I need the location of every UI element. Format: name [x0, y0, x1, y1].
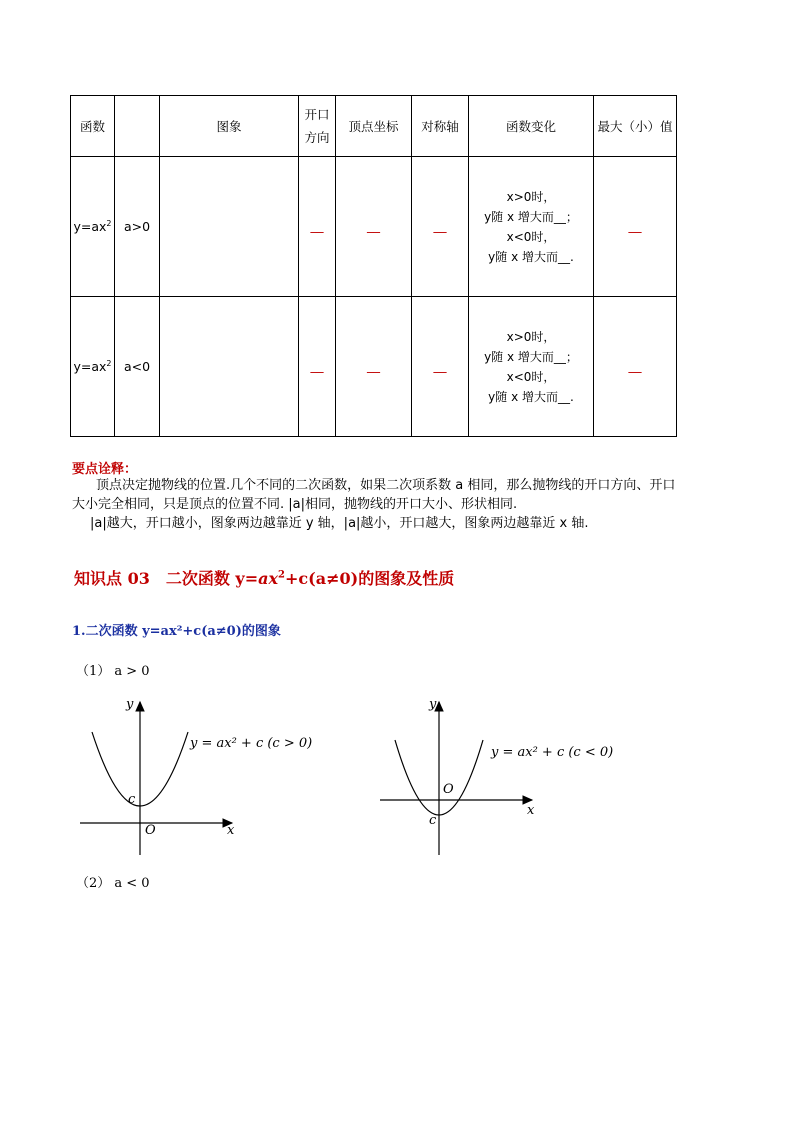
case-label-a-negative: （2） a < 0 — [76, 876, 150, 891]
notes-line-1: 顶点决定抛物线的位置.几个不同的二次函数，如果二次项系数 a 相同，那么抛物线的开口方向、开口 — [96, 478, 676, 493]
row2-vertex-blank: __ — [336, 297, 412, 437]
row1-change: x>0时， y随 x 增大而__； x<0时， y随 x 增大而__. — [469, 157, 594, 297]
c-label: c — [128, 792, 136, 807]
notes-line-2: 大小完全相同，只是顶点的位置不同. |a|相同，抛物线的开口大小、形状相同. — [72, 497, 518, 512]
header-vertex: 顶点坐标 — [336, 96, 412, 157]
row1-func: $y=ax^2$ — [71, 157, 115, 297]
header-extreme: 最大（小）值 — [594, 96, 677, 157]
row2-open-blank: __ — [299, 297, 336, 437]
row2-extreme-blank: __ — [594, 297, 677, 437]
row2-func: $y=ax^2$ — [71, 297, 115, 437]
formula-label: y = ax² + c (c > 0) — [190, 736, 313, 751]
row1-open-blank: __ — [299, 157, 336, 297]
y-axis-label: y — [126, 697, 134, 712]
properties-table — [70, 95, 677, 437]
row1-extreme-blank: __ — [594, 157, 677, 297]
header-func: 函数 — [71, 96, 115, 157]
section-title: 知识点 03 二次函数 $y=ax^2+c(a\ne 0)$的图象及性质 — [74, 569, 455, 588]
x-axis-label: x — [527, 803, 535, 818]
notes-line-3: |a|越大，开口越小，图象两边越靠近 y 轴，|a|越小，开口越大，图象两边越靠近 x 轴. — [90, 516, 589, 531]
graph-c-negative — [375, 690, 635, 860]
table-row — [71, 297, 677, 437]
table-header-row — [71, 96, 677, 157]
header-graph: 图象 — [160, 96, 299, 157]
header-blank — [115, 96, 160, 157]
table-row — [71, 157, 677, 297]
header-open-direction: 开口 方向 — [299, 96, 336, 157]
row1-cond: a>0 — [115, 157, 160, 297]
subsection-title: 1.二次函数 y=ax²+c(a≠0)的图象 — [72, 624, 281, 639]
row1-graph — [160, 157, 299, 297]
y-axis-label: y — [429, 697, 437, 712]
row2-change: x>0时， y随 x 增大而__； x<0时， y随 x 增大而__. — [469, 297, 594, 437]
graph-c-positive — [70, 690, 320, 860]
row2-cond: a<0 — [115, 297, 160, 437]
header-axis: 对称轴 — [412, 96, 469, 157]
x-axis-label: x — [227, 823, 235, 838]
header-change: 函数变化 — [469, 96, 594, 157]
formula-label: y = ax² + c (c < 0) — [491, 745, 614, 760]
case-label-a-positive: （1） a > 0 — [76, 664, 150, 679]
notes-heading: 要点诠释： — [72, 462, 138, 477]
origin-label: O — [145, 823, 156, 838]
row2-axis-blank: __ — [412, 297, 469, 437]
row1-axis-blank: __ — [412, 157, 469, 297]
origin-label: O — [443, 782, 454, 797]
c-label: c — [429, 813, 437, 828]
row1-vertex-blank: __ — [336, 157, 412, 297]
row2-graph — [160, 297, 299, 437]
